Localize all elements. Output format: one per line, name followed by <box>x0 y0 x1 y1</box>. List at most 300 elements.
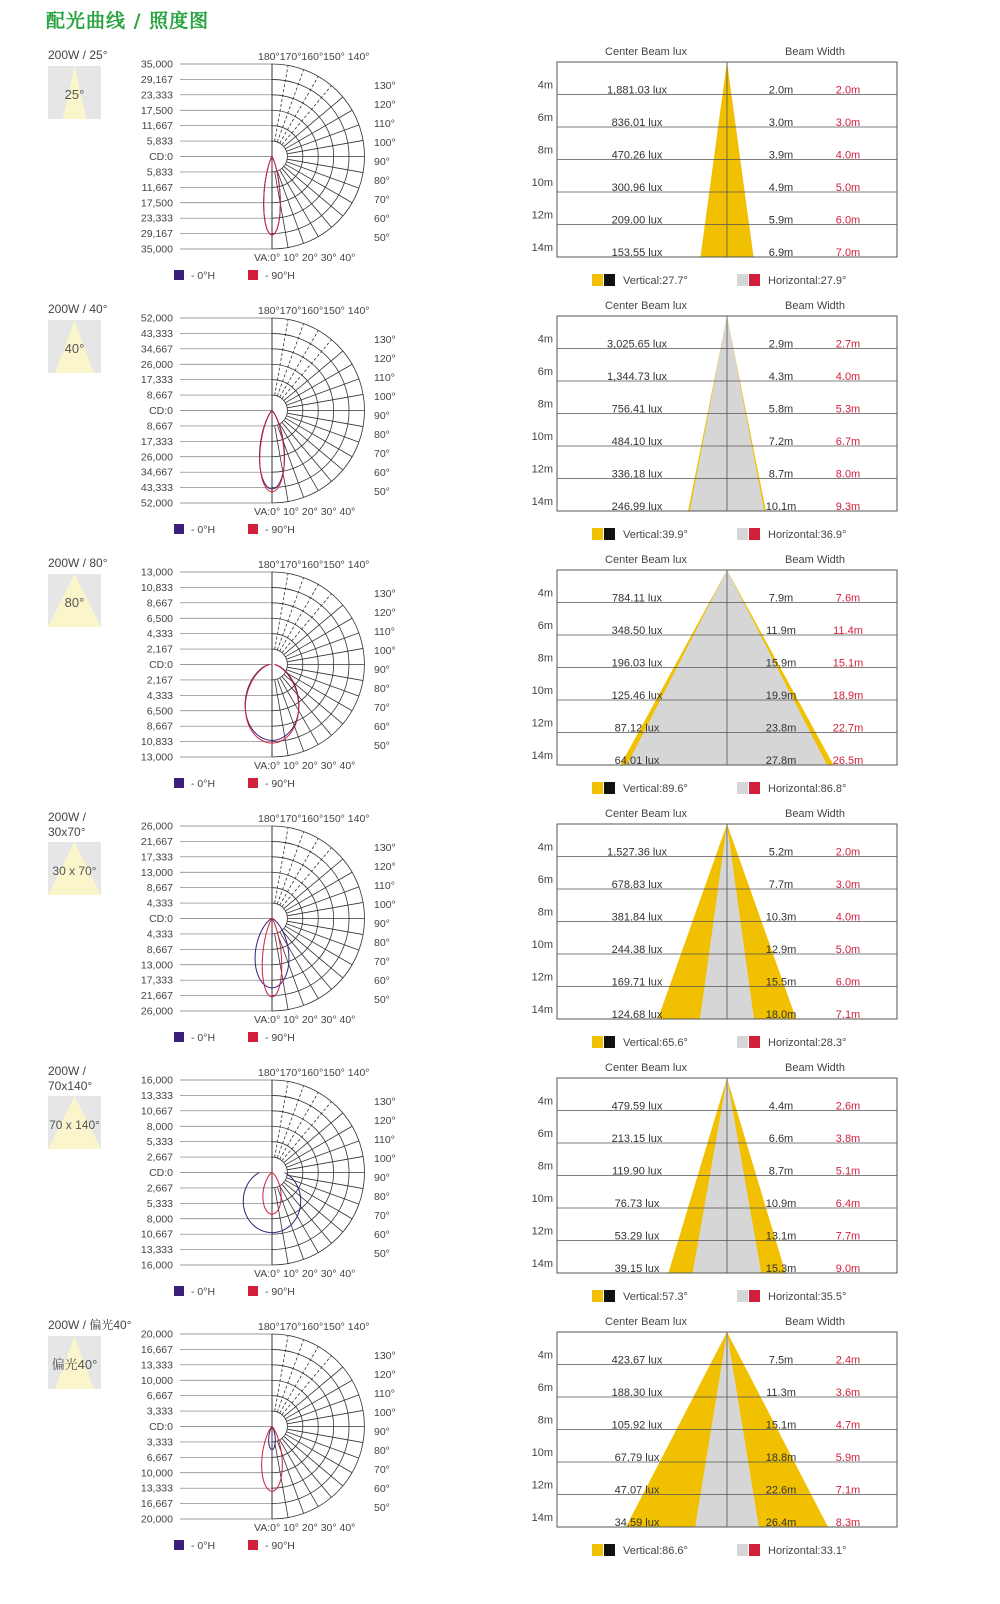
polar-spoke <box>282 86 332 145</box>
intensity-tick: 16,667 <box>140 1343 173 1356</box>
legend-90h-swatch <box>248 1540 258 1550</box>
horizontal-width-value: 3.0m <box>835 879 861 891</box>
legend-0h-label: - 0°H <box>191 778 216 790</box>
legend-0h-swatch <box>174 1540 184 1550</box>
horizontal-width-value: 18.9m <box>832 690 864 702</box>
panel-4 <box>48 808 897 1049</box>
intensity-tick: 11,667 <box>141 181 173 194</box>
legend-90h-swatch <box>248 1032 258 1042</box>
legend-90h-label: - 90°H <box>265 1032 295 1044</box>
horizontal-angle-label: Horizontal:86.8° <box>768 783 847 795</box>
legend-0h-swatch <box>174 270 184 280</box>
vertical-width-value: 12.9m <box>765 944 797 956</box>
bottom-angle-labels: VA:0° 10° 20° 30° 40° <box>254 506 356 518</box>
intensity-tick: 2,667 <box>146 1151 173 1164</box>
top-angle-labels: 180°170°160°150° 140° <box>258 1321 370 1333</box>
distance-label: 8m <box>537 906 553 919</box>
center-lux-value: 34.59 lux <box>614 1517 660 1529</box>
distance-label: 6m <box>537 112 553 125</box>
polar-spoke <box>282 594 332 653</box>
horizontal-width-value: 2.4m <box>835 1354 861 1367</box>
model-label: 200W / 偏光40° <box>48 1318 132 1332</box>
intensity-tick: CD:0 <box>149 659 173 671</box>
center-lux-value: 246.99 lux <box>611 501 663 513</box>
horizontal-legend-swatch <box>737 1036 748 1048</box>
distance-label: 12m <box>531 717 553 730</box>
distance-label: 4m <box>537 841 553 854</box>
polar-spoke <box>284 1436 343 1486</box>
header-center-beam: Center Beam lux <box>605 46 687 58</box>
horizontal-width-value: 6.4m <box>835 1198 861 1210</box>
horizontal-width-value: 7.6m <box>835 592 861 605</box>
right-angle-label: 100° <box>374 1153 396 1165</box>
distance-label: 10m <box>531 431 553 444</box>
polar-spoke <box>282 1356 332 1415</box>
header-center-beam: Center Beam lux <box>605 1062 687 1074</box>
legend-90h-label: - 90°H <box>265 270 295 282</box>
distance-label: 8m <box>537 144 553 157</box>
vertical-legend-swatch <box>592 274 603 286</box>
right-angle-label: 120° <box>374 1369 396 1381</box>
distance-label: 4m <box>537 587 553 600</box>
intensity-tick: 23,333 <box>140 89 173 102</box>
right-angle-label: 110° <box>374 372 395 384</box>
header-center-beam: Center Beam lux <box>605 1316 687 1328</box>
intensity-tick: 13,000 <box>140 566 173 579</box>
intensity-tick: 10,833 <box>140 581 173 594</box>
vertical-legend-swatch <box>592 1036 603 1048</box>
distance-label: 4m <box>537 79 553 92</box>
polar-spoke <box>284 1367 343 1417</box>
top-angle-labels: 180°170°160°150° 140° <box>258 559 370 571</box>
distance-label: 14m <box>531 1512 553 1525</box>
center-lux-value: 470.26 lux <box>611 149 663 162</box>
thumbnail-angle-label: 30 x 70° <box>52 864 97 878</box>
intensity-tick: 17,333 <box>140 374 173 387</box>
model-label-line2: 70x140° <box>48 1079 93 1093</box>
vertical-angle-label: Vertical:86.6° <box>623 1545 688 1557</box>
intensity-tick: 10,000 <box>140 1374 173 1387</box>
intensity-tick: 3,333 <box>146 1436 173 1449</box>
right-angle-label: 60° <box>374 1483 390 1495</box>
intensity-tick: 2,167 <box>146 643 173 656</box>
intensity-tick: 10,833 <box>140 736 173 749</box>
right-angle-label: 70° <box>374 1464 390 1476</box>
horizontal-width-value: 4.0m <box>835 371 861 383</box>
distance-label: 4m <box>537 1349 553 1362</box>
right-angle-label: 110° <box>374 880 395 892</box>
vertical-legend-swatch <box>592 1290 603 1302</box>
vertical-legend-swatch <box>592 528 603 540</box>
distance-label: 12m <box>531 971 553 984</box>
legend-90h-label: - 90°H <box>265 524 295 536</box>
intensity-tick: 8,000 <box>146 1213 173 1226</box>
horizontal-width-value: 7.7m <box>835 1230 861 1243</box>
intensity-tick: 52,000 <box>140 497 173 510</box>
center-lux-value: 39.15 lux <box>614 1263 660 1275</box>
center-lux-value: 188.30 lux <box>611 1387 663 1399</box>
polar-spoke <box>284 1113 343 1163</box>
intensity-tick: 16,667 <box>140 1498 173 1511</box>
horizontal-width-value: 2.0m <box>835 84 861 97</box>
intensity-tick: 5,333 <box>146 1136 173 1149</box>
distance-label: 4m <box>537 333 553 346</box>
horizontal-width-value: 7.1m <box>835 1009 861 1021</box>
vertical-legend-swatch-dark <box>604 1544 615 1556</box>
distance-label: 14m <box>531 1004 553 1017</box>
intensity-tick: 11,667 <box>141 120 173 133</box>
intensity-tick: CD:0 <box>149 913 173 925</box>
right-angle-label: 60° <box>374 721 390 733</box>
right-angle-label: 50° <box>374 994 390 1006</box>
model-label: 200W / 80° <box>48 556 108 570</box>
page-title: 配光曲线 / 照度图 <box>46 10 210 32</box>
vertical-width-value: 7.2m <box>768 436 794 448</box>
horizontal-width-value: 5.3m <box>835 403 861 416</box>
distance-label: 14m <box>531 750 553 763</box>
thumbnail-angle-label: 40° <box>64 341 85 356</box>
intensity-tick: 17,333 <box>140 974 173 987</box>
vertical-legend-swatch-dark <box>604 782 615 794</box>
horizontal-width-value: 26.5m <box>832 755 864 767</box>
header-beam-width: Beam Width <box>785 554 845 566</box>
intensity-tick: 17,500 <box>140 197 173 210</box>
right-angle-label: 110° <box>374 626 395 638</box>
legend-90h-swatch <box>248 270 258 280</box>
right-angle-label: 80° <box>374 1445 390 1457</box>
vertical-legend-swatch-dark <box>604 274 615 286</box>
right-angle-label: 70° <box>374 1210 390 1222</box>
distance-label: 6m <box>537 1128 553 1141</box>
horizontal-angle-label: Horizontal:36.9° <box>768 529 847 541</box>
horizontal-width-value: 4.0m <box>835 149 861 162</box>
vertical-width-value: 15.9m <box>765 657 797 670</box>
center-lux-value: 678.83 lux <box>611 879 663 891</box>
horizontal-width-value: 4.7m <box>835 1419 861 1432</box>
intensity-tick: 26,000 <box>140 358 173 371</box>
vertical-width-value: 11.9m <box>766 625 796 637</box>
right-angle-label: 90° <box>374 664 390 676</box>
horizontal-width-value: 2.7m <box>835 338 861 351</box>
center-lux-value: 1,344.73 lux <box>607 371 667 383</box>
vertical-angle-label: Vertical:89.6° <box>623 783 688 795</box>
horizontal-width-value: 3.8m <box>835 1133 861 1145</box>
center-lux-value: 125.46 lux <box>611 690 663 702</box>
vertical-width-value: 8.7m <box>768 468 794 481</box>
polar-spoke <box>282 168 332 227</box>
vertical-width-value: 4.4m <box>768 1100 794 1113</box>
right-angle-label: 130° <box>374 1096 396 1108</box>
intensity-tick: 35,000 <box>140 58 173 71</box>
intensity-tick: 16,000 <box>140 1074 173 1087</box>
right-angle-label: 90° <box>374 1172 390 1184</box>
header-beam-width: Beam Width <box>785 300 845 312</box>
intensity-tick: CD:0 <box>149 1421 173 1433</box>
right-angle-label: 100° <box>374 645 396 657</box>
horizontal-width-value: 5.9m <box>835 1452 861 1464</box>
vertical-width-value: 23.8m <box>765 722 797 735</box>
vertical-width-value: 6.9m <box>768 247 794 259</box>
horizontal-angle-label: Horizontal:27.9° <box>768 275 847 287</box>
right-angle-label: 130° <box>374 80 396 92</box>
horizontal-legend-swatch <box>737 528 748 540</box>
thumbnail-angle-label: 25° <box>64 87 85 102</box>
center-lux-value: 64.01 lux <box>614 755 660 767</box>
center-lux-value: 1,881.03 lux <box>607 84 667 97</box>
panel-3 <box>48 554 897 795</box>
top-angle-labels: 180°170°160°150° 140° <box>258 813 370 825</box>
intensity-tick: 13,333 <box>140 1482 173 1495</box>
center-lux-value: 423.67 lux <box>611 1354 663 1367</box>
polar-spoke <box>284 605 343 655</box>
polar-spoke <box>282 422 332 481</box>
intensity-tick: 20,000 <box>140 1328 173 1341</box>
right-angle-label: 90° <box>374 410 390 422</box>
distance-label: 14m <box>531 496 553 509</box>
vertical-width-value: 10.9m <box>765 1198 797 1210</box>
vertical-width-value: 8.7m <box>768 1165 794 1178</box>
horizontal-legend-swatch-red <box>749 274 760 286</box>
legend-90h-label: - 90°H <box>265 778 295 790</box>
right-angle-label: 50° <box>374 1502 390 1514</box>
bottom-angle-labels: VA:0° 10° 20° 30° 40° <box>254 1522 356 1534</box>
center-lux-value: 47.07 lux <box>614 1484 660 1497</box>
center-lux-value: 87.12 lux <box>614 722 660 735</box>
horizontal-width-value: 2.0m <box>835 846 861 859</box>
horizontal-width-value: 5.0m <box>835 944 861 956</box>
vertical-width-value: 15.1m <box>765 1419 797 1432</box>
intensity-tick: 6,500 <box>146 705 173 718</box>
intensity-tick: 6,500 <box>146 612 173 625</box>
top-angle-labels: 180°170°160°150° 140° <box>258 1067 370 1079</box>
center-lux-value: 1,527.36 lux <box>607 846 667 859</box>
legend-0h-label: - 0°H <box>191 1032 216 1044</box>
intensity-tick: 10,000 <box>140 1467 173 1480</box>
center-lux-value: 213.15 lux <box>611 1133 663 1145</box>
legend-90h-label: - 90°H <box>265 1286 295 1298</box>
right-angle-label: 120° <box>374 861 396 873</box>
vertical-legend-swatch-dark <box>604 528 615 540</box>
distance-label: 6m <box>537 1382 553 1395</box>
horizontal-angle-label: Horizontal:28.3° <box>768 1037 847 1049</box>
horizontal-width-value: 9.3m <box>835 501 861 513</box>
horizontal-width-value: 8.3m <box>835 1517 861 1529</box>
panel-2 <box>48 300 897 541</box>
intensity-tick: 20,000 <box>140 1513 173 1526</box>
intensity-tick: CD:0 <box>149 405 173 417</box>
center-lux-value: 300.96 lux <box>611 182 663 194</box>
intensity-tick: 8,667 <box>146 943 173 956</box>
horizontal-width-value: 5.0m <box>835 182 861 194</box>
bottom-angle-labels: VA:0° 10° 20° 30° 40° <box>254 1268 356 1280</box>
center-lux-value: 124.68 lux <box>611 1009 663 1021</box>
top-angle-labels: 180°170°160°150° 140° <box>258 305 370 317</box>
horizontal-width-value: 6.0m <box>835 976 861 989</box>
intensity-tick: 26,000 <box>140 1005 173 1018</box>
right-angle-label: 90° <box>374 156 390 168</box>
right-angle-label: 110° <box>374 1388 395 1400</box>
legend-0h-label: - 0°H <box>191 524 216 536</box>
horizontal-width-value: 15.1m <box>832 657 864 670</box>
horizontal-width-value: 11.4m <box>833 625 863 637</box>
horizontal-legend-swatch <box>737 274 748 286</box>
horizontal-width-value: 7.1m <box>835 1484 861 1497</box>
horizontal-width-value: 3.0m <box>835 117 861 129</box>
center-lux-value: 3,025.65 lux <box>607 338 667 351</box>
distance-label: 12m <box>531 1479 553 1492</box>
center-lux-value: 336.18 lux <box>611 468 663 481</box>
distance-label: 6m <box>537 620 553 633</box>
distance-label: 14m <box>531 242 553 255</box>
intensity-tick: 13,000 <box>140 959 173 972</box>
horizontal-width-value: 9.0m <box>835 1263 861 1275</box>
center-lux-value: 153.55 lux <box>611 247 663 259</box>
vertical-width-value: 10.1m <box>765 501 797 513</box>
intensity-tick: 8,667 <box>146 720 173 733</box>
distance-label: 14m <box>531 1258 553 1271</box>
center-lux-value: 381.84 lux <box>611 911 663 924</box>
intensity-tick: 5,333 <box>146 1197 173 1210</box>
intensity-tick: 34,667 <box>140 466 173 479</box>
vertical-width-value: 4.3m <box>768 371 794 383</box>
center-lux-value: 105.92 lux <box>611 1419 663 1432</box>
model-label-line2: 30x70° <box>48 825 86 839</box>
horizontal-width-value: 6.0m <box>835 214 861 227</box>
bottom-angle-labels: VA:0° 10° 20° 30° 40° <box>254 760 356 772</box>
intensity-tick: 17,500 <box>140 104 173 117</box>
intensity-tick: 5,833 <box>146 135 173 148</box>
intensity-tick: 6,667 <box>146 1390 173 1403</box>
right-angle-label: 130° <box>374 842 396 854</box>
vertical-width-value: 5.2m <box>768 846 794 859</box>
header-beam-width: Beam Width <box>785 46 845 58</box>
right-angle-label: 130° <box>374 1350 396 1362</box>
center-lux-value: 479.59 lux <box>611 1100 663 1113</box>
right-angle-label: 100° <box>374 391 396 403</box>
intensity-tick: 2,167 <box>146 674 173 687</box>
model-label-line1: 200W / <box>48 1064 87 1078</box>
right-angle-label: 120° <box>374 1115 396 1127</box>
horizontal-legend-swatch <box>737 1544 748 1556</box>
intensity-tick: 26,000 <box>140 820 173 833</box>
right-angle-label: 80° <box>374 1191 390 1203</box>
right-angle-label: 100° <box>374 899 396 911</box>
vertical-width-value: 5.9m <box>768 214 794 227</box>
horizontal-width-value: 4.0m <box>835 911 861 924</box>
legend-90h-swatch <box>248 524 258 534</box>
right-angle-label: 80° <box>374 937 390 949</box>
legend-0h-swatch <box>174 778 184 788</box>
horizontal-angle-label: Horizontal:35.5° <box>768 1291 847 1303</box>
center-lux-value: 119.90 lux <box>612 1165 662 1178</box>
right-angle-label: 70° <box>374 956 390 968</box>
vertical-width-value: 27.8m <box>765 755 797 767</box>
polar-spoke <box>282 1102 332 1161</box>
right-angle-label: 50° <box>374 232 390 244</box>
intensity-tick: 10,667 <box>140 1105 173 1118</box>
intensity-tick: 16,000 <box>140 1259 173 1272</box>
horizontal-width-value: 6.7m <box>835 436 861 448</box>
vertical-angle-label: Vertical:57.3° <box>623 1291 688 1303</box>
right-angle-label: 80° <box>374 175 390 187</box>
right-angle-label: 70° <box>374 194 390 206</box>
right-angle-label: 50° <box>374 1248 390 1260</box>
intensity-tick: 8,667 <box>146 882 173 895</box>
intensity-tick: 4,333 <box>146 928 173 941</box>
vertical-legend-swatch-dark <box>604 1036 615 1048</box>
distance-label: 8m <box>537 398 553 411</box>
vertical-width-value: 19.9m <box>765 690 797 702</box>
vertical-width-value: 7.5m <box>768 1354 794 1367</box>
legend-90h-swatch <box>248 778 258 788</box>
center-lux-value: 484.10 lux <box>611 436 663 448</box>
polar-spoke <box>284 351 343 401</box>
polar-spoke <box>284 420 343 470</box>
legend-0h-label: - 0°H <box>191 270 216 282</box>
polar-spoke <box>282 1438 332 1497</box>
legend-0h-label: - 0°H <box>191 1286 216 1298</box>
top-angle-labels: 180°170°160°150° 140° <box>258 51 370 63</box>
horizontal-legend-swatch-red <box>749 528 760 540</box>
intensity-tick: CD:0 <box>149 151 173 163</box>
right-angle-label: 80° <box>374 683 390 695</box>
intensity-tick: 26,000 <box>140 451 173 464</box>
right-angle-label: 130° <box>374 588 396 600</box>
vertical-angle-label: Vertical:27.7° <box>623 275 688 287</box>
model-label: 200W / 40° <box>48 302 108 316</box>
distance-label: 12m <box>531 1225 553 1238</box>
intensity-tick: 4,333 <box>146 628 173 641</box>
vertical-width-value: 15.3m <box>765 1263 797 1275</box>
bottom-angle-labels: VA:0° 10° 20° 30° 40° <box>254 1014 356 1026</box>
header-beam-width: Beam Width <box>785 1316 845 1328</box>
distance-label: 12m <box>531 463 553 476</box>
horizontal-legend-swatch-red <box>749 1036 760 1048</box>
intensity-tick: 8,667 <box>146 597 173 610</box>
legend-90h-swatch <box>248 1286 258 1296</box>
distance-label: 10m <box>531 177 553 190</box>
right-angle-label: 60° <box>374 1229 390 1241</box>
center-lux-value: 209.00 lux <box>611 214 663 227</box>
vertical-width-value: 18.8m <box>765 1452 797 1464</box>
header-beam-width: Beam Width <box>785 808 845 820</box>
header-center-beam: Center Beam lux <box>605 808 687 820</box>
intensity-tick: 17,333 <box>140 851 173 864</box>
intensity-tick: 21,667 <box>140 835 173 848</box>
legend-0h-swatch <box>174 1032 184 1042</box>
legend-0h-swatch <box>174 524 184 534</box>
panel-1 <box>48 46 897 287</box>
intensity-tick: 4,333 <box>146 689 173 702</box>
center-lux-value: 756.41 lux <box>611 403 663 416</box>
vertical-width-value: 3.0m <box>768 117 794 129</box>
right-angle-label: 50° <box>374 486 390 498</box>
distance-label: 6m <box>537 366 553 379</box>
model-label-line1: 200W / <box>48 810 87 824</box>
vertical-legend-swatch <box>592 782 603 794</box>
horizontal-width-value: 5.1m <box>835 1165 861 1178</box>
intensity-tick: 3,333 <box>146 1405 173 1418</box>
horizontal-width-value: 22.7m <box>832 722 864 735</box>
center-lux-value: 244.38 lux <box>611 944 663 956</box>
right-angle-label: 110° <box>374 1134 395 1146</box>
distance-label: 10m <box>531 1447 553 1460</box>
polar-spoke <box>284 97 343 147</box>
right-angle-label: 60° <box>374 467 390 479</box>
polar-spoke <box>282 848 332 907</box>
intensity-tick: 23,333 <box>140 212 173 225</box>
right-angle-label: 110° <box>374 118 395 130</box>
